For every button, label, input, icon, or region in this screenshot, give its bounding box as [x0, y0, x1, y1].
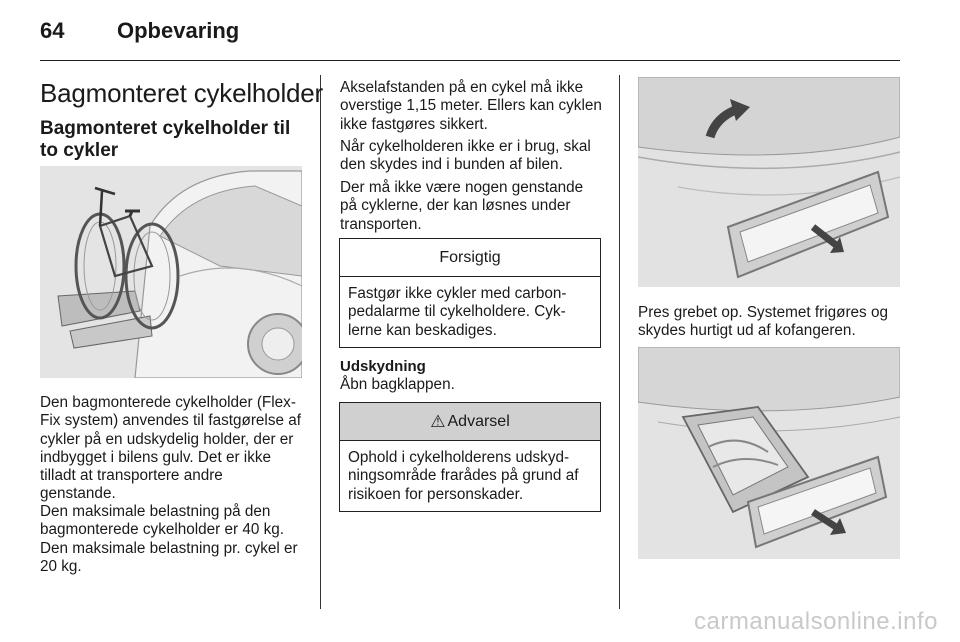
header-rule	[40, 60, 900, 61]
column-divider-2	[619, 75, 620, 609]
section-subtitle: Bagmonteret cykelholder til to cykler	[40, 118, 291, 161]
caution-header	[340, 239, 600, 277]
subheading-extend: Udskydning	[340, 358, 426, 375]
paragraph-storage: Når cykelholderen ikke er i brug, skal den skydes ind i bunden af bilen.	[340, 138, 591, 174]
caution-box	[339, 238, 601, 348]
section-title: Bagmonteret cykelholder	[40, 78, 323, 108]
paragraph-press-lever: Pres grebet op. Systemet frigøres og skydes hurtigt ud af kofangeren.	[638, 304, 888, 340]
paragraph-open-tailgate: Åbn bagklappen.	[340, 376, 455, 393]
bike-carrier-illustration	[40, 166, 302, 378]
warning-title: Advarsel	[447, 412, 510, 430]
chapter-title: Opbevaring	[117, 18, 240, 43]
carrier-extended-illustration	[638, 347, 900, 559]
warning-box	[339, 402, 601, 512]
warning-text: Ophold i cykelholderens udskydningsområde frarådes på grund af risikoen for personskader.	[348, 449, 579, 503]
column-divider-1	[320, 75, 321, 609]
page-number: 64	[40, 18, 65, 43]
warning-triangle-icon: ⚠	[430, 411, 446, 431]
paragraph-load-limits: Den maksimale belastning på den bagmonterede cykelholder er 40 kg. Den maksimale belastning pr. cykel er 20 kg.	[40, 503, 298, 575]
caution-text: Fastgør ikke cykler med carbonpedalarme til cykelholdere. Cyklerne kan beskadiges.	[348, 285, 567, 339]
paragraph-loose-items: Der må ikke være nogen genstande på cyklerne, der kan løsnes under transporten.	[340, 179, 584, 233]
lever-illustration	[638, 77, 900, 287]
warning-header	[340, 403, 600, 441]
paragraph-intro: Den bagmonterede cykelholder (Flex-Fix system) anvendes til fastgørelse af cykler på en udskydelig holder, der er indbygget i bilens gulv. Det er ikke tilladt at transportere andre genstande.	[40, 394, 301, 503]
caution-title: Forsigtig	[439, 248, 501, 266]
watermark: carmanualsonline.info	[694, 608, 938, 635]
paragraph-wheelbase: Akselafstanden på en cykel må ikke overstige 1,15 meter. Ellers kan cyklen ikke fastgøres sikkert.	[340, 79, 602, 133]
